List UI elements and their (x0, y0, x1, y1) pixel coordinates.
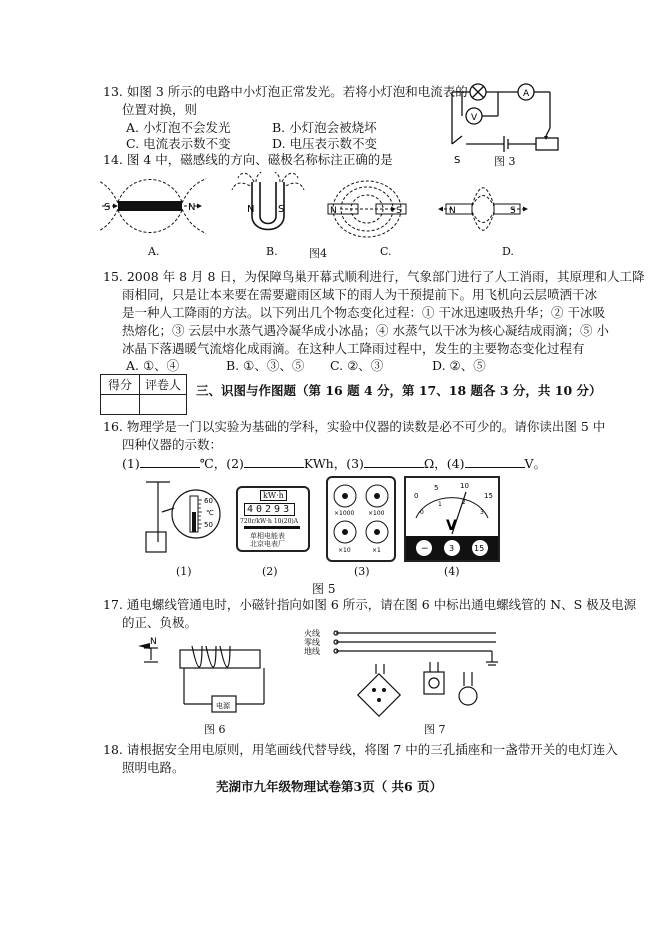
q16-answer-line (122, 455, 546, 473)
q15-option-c: C. ②、③ (330, 358, 384, 373)
thermo-tick-50: 50 (204, 521, 213, 529)
fig4a-pole-n: N (188, 202, 196, 213)
box-mult-1000: ×1000 (334, 510, 355, 517)
q13-option-b: B. 小灯泡会被烧坏 (272, 120, 377, 135)
meter-rating: 720r/kW·h 10(20)A (240, 518, 299, 525)
volt-inner-2: 2 (462, 499, 466, 506)
voltmeter-label: V (471, 113, 478, 123)
answer-2-blank[interactable] (244, 455, 304, 468)
grader-cell[interactable] (140, 395, 187, 415)
meter-name-2: 北京电表厂 (250, 540, 285, 548)
answer-2-unit: KWh，(3) (303, 456, 364, 471)
fig4d-pole-s: S (510, 206, 516, 216)
thermo-unit: ℃ (206, 509, 214, 517)
fig4b-pole-n: N (247, 204, 255, 215)
figure-6-caption: 图 6 (204, 723, 226, 736)
section-3-title: 三、识图与作图题（第 16 题 4 分，第 17、18 题各 3 分，共 10 分） (196, 383, 602, 398)
q13-option-c: C. 电流表示数不变 (126, 136, 231, 151)
score-cell[interactable] (101, 395, 140, 415)
box-mult-10: ×10 (338, 547, 351, 554)
q15-line1: 15. 2008 年 8 月 8 日，为保障鸟巢开幕式顺利进行，气象部门进行了人工消雨，其原理和人工降 (103, 269, 645, 284)
volt-scale-5: 5 (434, 484, 439, 492)
volt-scale-0: 0 (414, 492, 419, 500)
score-table (100, 374, 187, 415)
meter-disc (244, 526, 300, 529)
needle-label: N (150, 637, 157, 647)
q16-line2: 四种仪器的示数： (122, 437, 223, 452)
score-label: 得分 (101, 375, 140, 395)
q15-line4: 热熔化；③ 云层中水蒸气遇冷凝华成小冰晶；④ 水蒸气以干冰为核心凝结成雨滴；⑤ 小 (122, 323, 609, 338)
fig5-subcap-2: (2) (262, 565, 278, 578)
answer-1-blank[interactable] (140, 455, 200, 468)
meter-name-1: 单相电能表 (250, 532, 285, 540)
answer-3-blank[interactable] (364, 455, 424, 468)
ammeter-label: A (523, 89, 530, 99)
wire-live-label: 火线 (304, 629, 320, 638)
answer-1-unit: ℃，(2) (199, 456, 244, 471)
figure-7-wiring (296, 624, 511, 720)
power-label: 电源 (216, 702, 230, 710)
volt-scale-15: 15 (484, 492, 493, 500)
switch-label: S (454, 155, 461, 166)
q15-line2: 雨相同，只是让本来要在需要避雨区域下的雨人为干预提前下。用飞机向云层喷洒干冰 (122, 287, 598, 302)
figure-4-label-b: B. (266, 245, 278, 258)
q13-line2: 位置对换，则 (122, 102, 198, 117)
figure-4-label-d: D. (502, 245, 514, 258)
q13-line1: 13. 如图 3 所示的电路中小灯泡正常发光。若将小灯泡和电流表的 (103, 84, 468, 99)
thermometer-figure (140, 478, 225, 558)
fig4c-pole-s: S (396, 206, 402, 216)
volt-inner-3: 3 (480, 509, 484, 516)
volt-inner-1: 1 (438, 501, 442, 508)
voltmeter-dial (404, 476, 500, 562)
figure-4-magnetic-fields (100, 172, 570, 256)
volt-terminal-15: 15 (474, 544, 485, 553)
volt-scale-10: 10 (460, 482, 469, 490)
box-mult-100: ×100 (368, 510, 385, 517)
q14-line1: 14. 图 4 中，磁感线的方向、磁极名称标注正确的是 (103, 152, 393, 167)
box-mult-1: ×1 (372, 547, 381, 554)
figure-6-solenoid (136, 634, 276, 718)
figure-3-caption: 图 3 (494, 155, 516, 168)
volt-terminal-3: 3 (449, 544, 455, 553)
q17-line1: 17. 通电螺线管通电时，小磁针指向如图 6 所示，请在图 6 中标出通电螺线管的 N、S 极及电源 (103, 597, 637, 612)
volt-terminal-neg: − (421, 544, 429, 554)
answer-1-prefix: (1) (122, 456, 140, 471)
meter-digits: 40293 (244, 503, 295, 516)
q15-option-a: A. ①、④ (126, 358, 180, 373)
q18-line1: 18. 请根据安全用电原则，用笔画线代替导线，将图 7 中的三孔插座和一盏带开关的电灯连入 (103, 742, 618, 757)
resistance-box (326, 476, 396, 562)
fig5-subcap-1: (1) (176, 565, 192, 578)
answer-4-blank[interactable] (465, 455, 525, 468)
fig5-subcap-3: (3) (354, 565, 370, 578)
wire-ground-label: 地线 (304, 647, 320, 656)
q13-option-d: D. 电压表示数不变 (272, 136, 378, 151)
fig5-subcap-4: (4) (444, 565, 460, 578)
fig4a-pole-s: S (104, 202, 111, 213)
q18-line2: 照明电路。 (122, 760, 185, 775)
q13-option-a: A. 小灯泡不会发光 (126, 120, 231, 135)
grader-label: 评卷人 (140, 375, 187, 395)
fig4c-pole-n: N (330, 206, 337, 216)
fig4d-pole-n: N (449, 206, 456, 216)
q15-option-b: B. ①、③、⑤ (226, 358, 305, 373)
wire-neutral-label: 零线 (304, 638, 320, 647)
electric-meter (236, 486, 310, 552)
answer-4-unit: V。 (524, 456, 547, 471)
page-footer: 芜湖市九年级物理试卷第3页（ 共6 页） (216, 779, 443, 794)
answer-3-unit: Ω，(4) (423, 456, 465, 471)
meter-unit: kW·h (260, 490, 287, 501)
figure-4-label-c: C. (380, 245, 392, 258)
fig4b-pole-s: S (278, 204, 285, 215)
q16-line1: 16. 物理学是一门以实验为基础的学科，实验中仪器的读数是必不可少的。请你读出图 5 中 (103, 419, 606, 434)
q15-line5: 冰晶下落遇暖气流熔化成雨滴。在这种人工降雨过程中，发生的主要物态变化过程有 (122, 341, 585, 356)
volt-symbol: V (446, 518, 457, 534)
volt-inner-0: 0 (420, 509, 424, 516)
thermo-tick-60: 60 (204, 497, 213, 505)
q17-line2: 的正、负极。 (122, 615, 198, 630)
q15-line3: 是一种人工降雨的方法。以下列出几个物态变化过程：① 干冰迅速吸热升华；② 干冰吸 (122, 305, 605, 320)
figure-4-caption: 图4 (309, 247, 327, 260)
q15-option-d: D. ②、⑤ (432, 358, 486, 373)
figure-7-caption: 图 7 (424, 723, 446, 736)
figure-4-label-a: A. (148, 245, 160, 258)
figure-5-caption: 图 5 (312, 582, 336, 596)
